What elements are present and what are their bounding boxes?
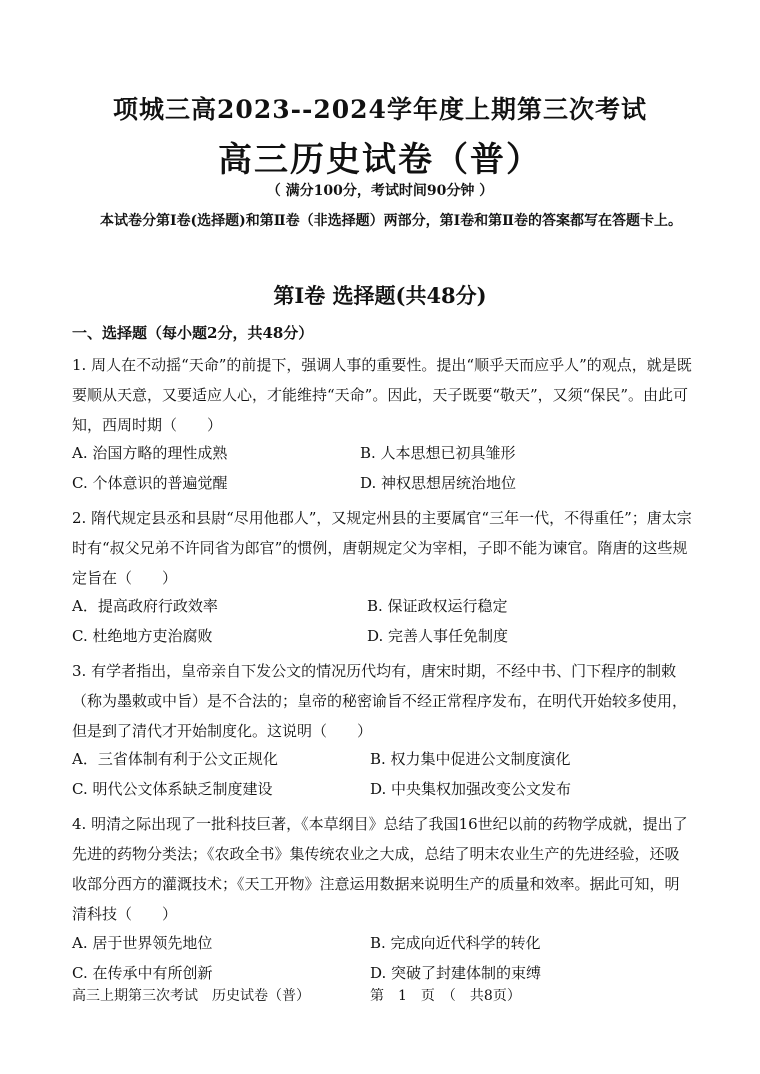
- option-c: C. 个体意识的普遍觉醒: [72, 474, 228, 492]
- option-d: D. 中央集权加强改变公文发布: [370, 780, 572, 798]
- option-a: A．提高政府行政效率: [72, 597, 218, 615]
- question-1-stem: 1. 周人在不动摇“天命”的前提下，强调人事的重要性。提出“顺乎天而应乎人”的观点，就是既要顺从天意，又要适应人心，才能维持“天命”。因此，天子既要“敬天”，又须“保民”。由此可知，西周时期（ ）: [72, 356, 692, 434]
- option-a: A．三省体制有利于公文正规化: [72, 750, 278, 768]
- option-a: A. 治国方略的理性成熟: [72, 444, 228, 462]
- option-b: B. 人本思想已初具雏形: [360, 444, 516, 462]
- option-b: B. 完成向近代科学的转化: [370, 934, 541, 952]
- option-b: B. 权力集中促进公文制度演化: [370, 750, 571, 768]
- option-c: C. 在传承中有所创新: [72, 964, 213, 982]
- school-exam-title: 项城三高2023--2024学年度上期第三次考试: [113, 95, 647, 124]
- option-a: A. 居于世界领先地位: [72, 934, 213, 952]
- option-d: D. 完善人事任免制度: [367, 627, 509, 645]
- paper-title: 高三历史试卷（普）: [218, 140, 542, 180]
- question-2-stem: 2. 隋代规定县丞和县尉“尽用他郡人”，又规定州县的主要属官“三年一代，不得重任”；唐太宗时有“叔父兄弟不许同省为郎官”的惯例，唐朝规定父为宰相，子即不能为谏官。隋唐的这些规定旨在（ ）: [72, 509, 692, 587]
- option-d: D. 神权思想居统治地位: [360, 474, 517, 492]
- exam-instructions: 本试卷分第Ⅰ卷(选择题)和第Ⅱ卷（非选择题）两部分，第Ⅰ卷和第Ⅱ卷的答案都写在答题卡上。: [100, 213, 682, 229]
- option-c: C. 明代公文体系缺乏制度建设: [72, 780, 273, 798]
- page-number: 第 1 页 （ 共8页）: [370, 988, 521, 1004]
- section-title: 第Ⅰ卷 选择题(共48分): [273, 283, 487, 308]
- option-d: D. 突破了封建体制的束缚: [370, 964, 542, 982]
- option-c: C. 杜绝地方吏治腐败: [72, 627, 213, 645]
- part-heading: 一、选择题（每小题2分，共48分）: [72, 324, 314, 342]
- question-3-stem: 3. 有学者指出，皇帝亲自下发公文的情况历代均有，唐宋时期，不经中书、门下程序的制敕（称为墨敕或中旨）是不合法的；皇帝的秘密谕旨不经正常程序发布，在明代开始较多使用，但是到了清代才开始制度化。这说明（ ）: [72, 662, 688, 740]
- footer-exam-name: 高三上期第三次考试 历史试卷（普）: [72, 988, 310, 1004]
- question-4-stem: 4. 明清之际出现了一批科技巨著，《本草纲目》总结了我国16世纪以前的药物学成就，提出了先进的药物分类法；《农政全书》集传统农业之大成，总结了明末农业生产的先进经验，还吸收部分西方的灌溉技术；《天工开物》注意运用数据来说明生产的质量和效率。据此可知，明清科技（ ）: [72, 815, 688, 923]
- exam-info: （ 满分100分，考试时间90分钟 ）: [266, 183, 494, 199]
- option-b: B. 保证政权运行稳定: [367, 597, 508, 615]
